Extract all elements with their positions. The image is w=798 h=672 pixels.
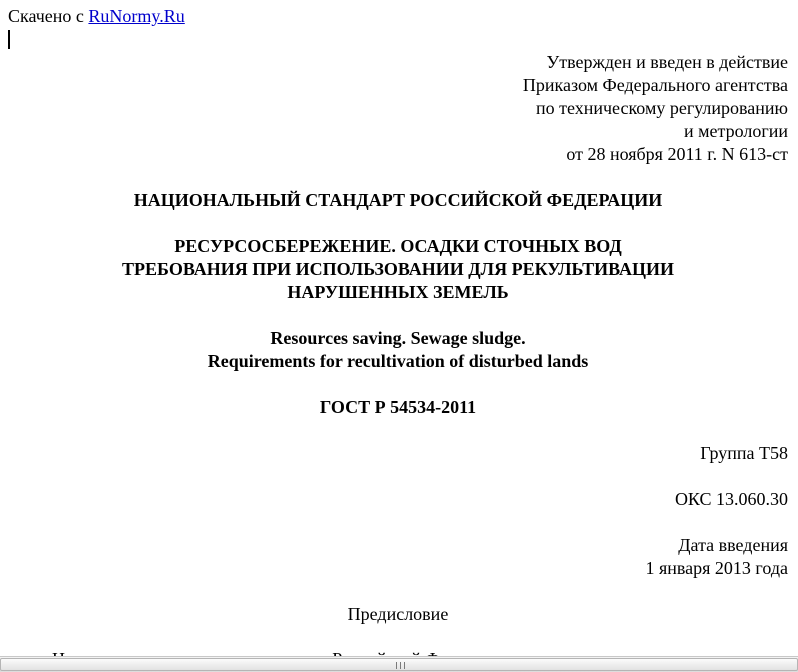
title-ru-line: ТРЕБОВАНИЯ ПРИ ИСПОЛЬЗОВАНИИ ДЛЯ РЕКУЛЬТИВАЦИИ	[122, 259, 674, 279]
gost-number: ГОСТ Р 54534-2011	[319, 397, 477, 417]
approval-line: Приказом Федерального агентства	[522, 75, 788, 95]
oks-label: ОКС 13.060.30	[674, 489, 788, 509]
horizontal-scrollbar[interactable]	[0, 656, 798, 672]
approval-line: и метрологии	[684, 121, 788, 141]
intro-date-value: 1 января 2013 года	[645, 558, 788, 578]
intro-date-label: Дата введения	[678, 535, 788, 555]
source-line	[8, 5, 185, 28]
standard-heading: НАЦИОНАЛЬНЫЙ СТАНДАРТ РОССИЙСКОЙ ФЕДЕРАЦИИ	[133, 190, 663, 210]
source-link[interactable]: RuNormy.Ru	[88, 6, 185, 26]
foreword-heading: Предисловие	[347, 604, 449, 624]
approval-line: Утвержден и введен в действие	[546, 52, 788, 72]
text-cursor	[8, 30, 10, 49]
source-prefix: Скачено с	[8, 6, 89, 26]
group-label: Группа Т58	[700, 443, 788, 463]
title-en-line: Requirements for recultivation of disturbed lands	[207, 351, 589, 371]
scrollbar-thumb[interactable]	[0, 658, 798, 671]
approval-line: от 28 ноября 2011 г. N 613-ст	[566, 144, 788, 164]
title-ru-line: РЕСУРСОСБЕРЕЖЕНИЕ. ОСАДКИ СТОЧНЫХ ВОД	[174, 236, 622, 256]
title-en-line: Resources saving. Sewage sludge.	[270, 328, 526, 348]
approval-line: по техническому регулированию	[535, 98, 788, 118]
title-ru-line: НАРУШЕННЫХ ЗЕМЕЛЬ	[287, 282, 509, 302]
grip-icon	[396, 662, 405, 669]
